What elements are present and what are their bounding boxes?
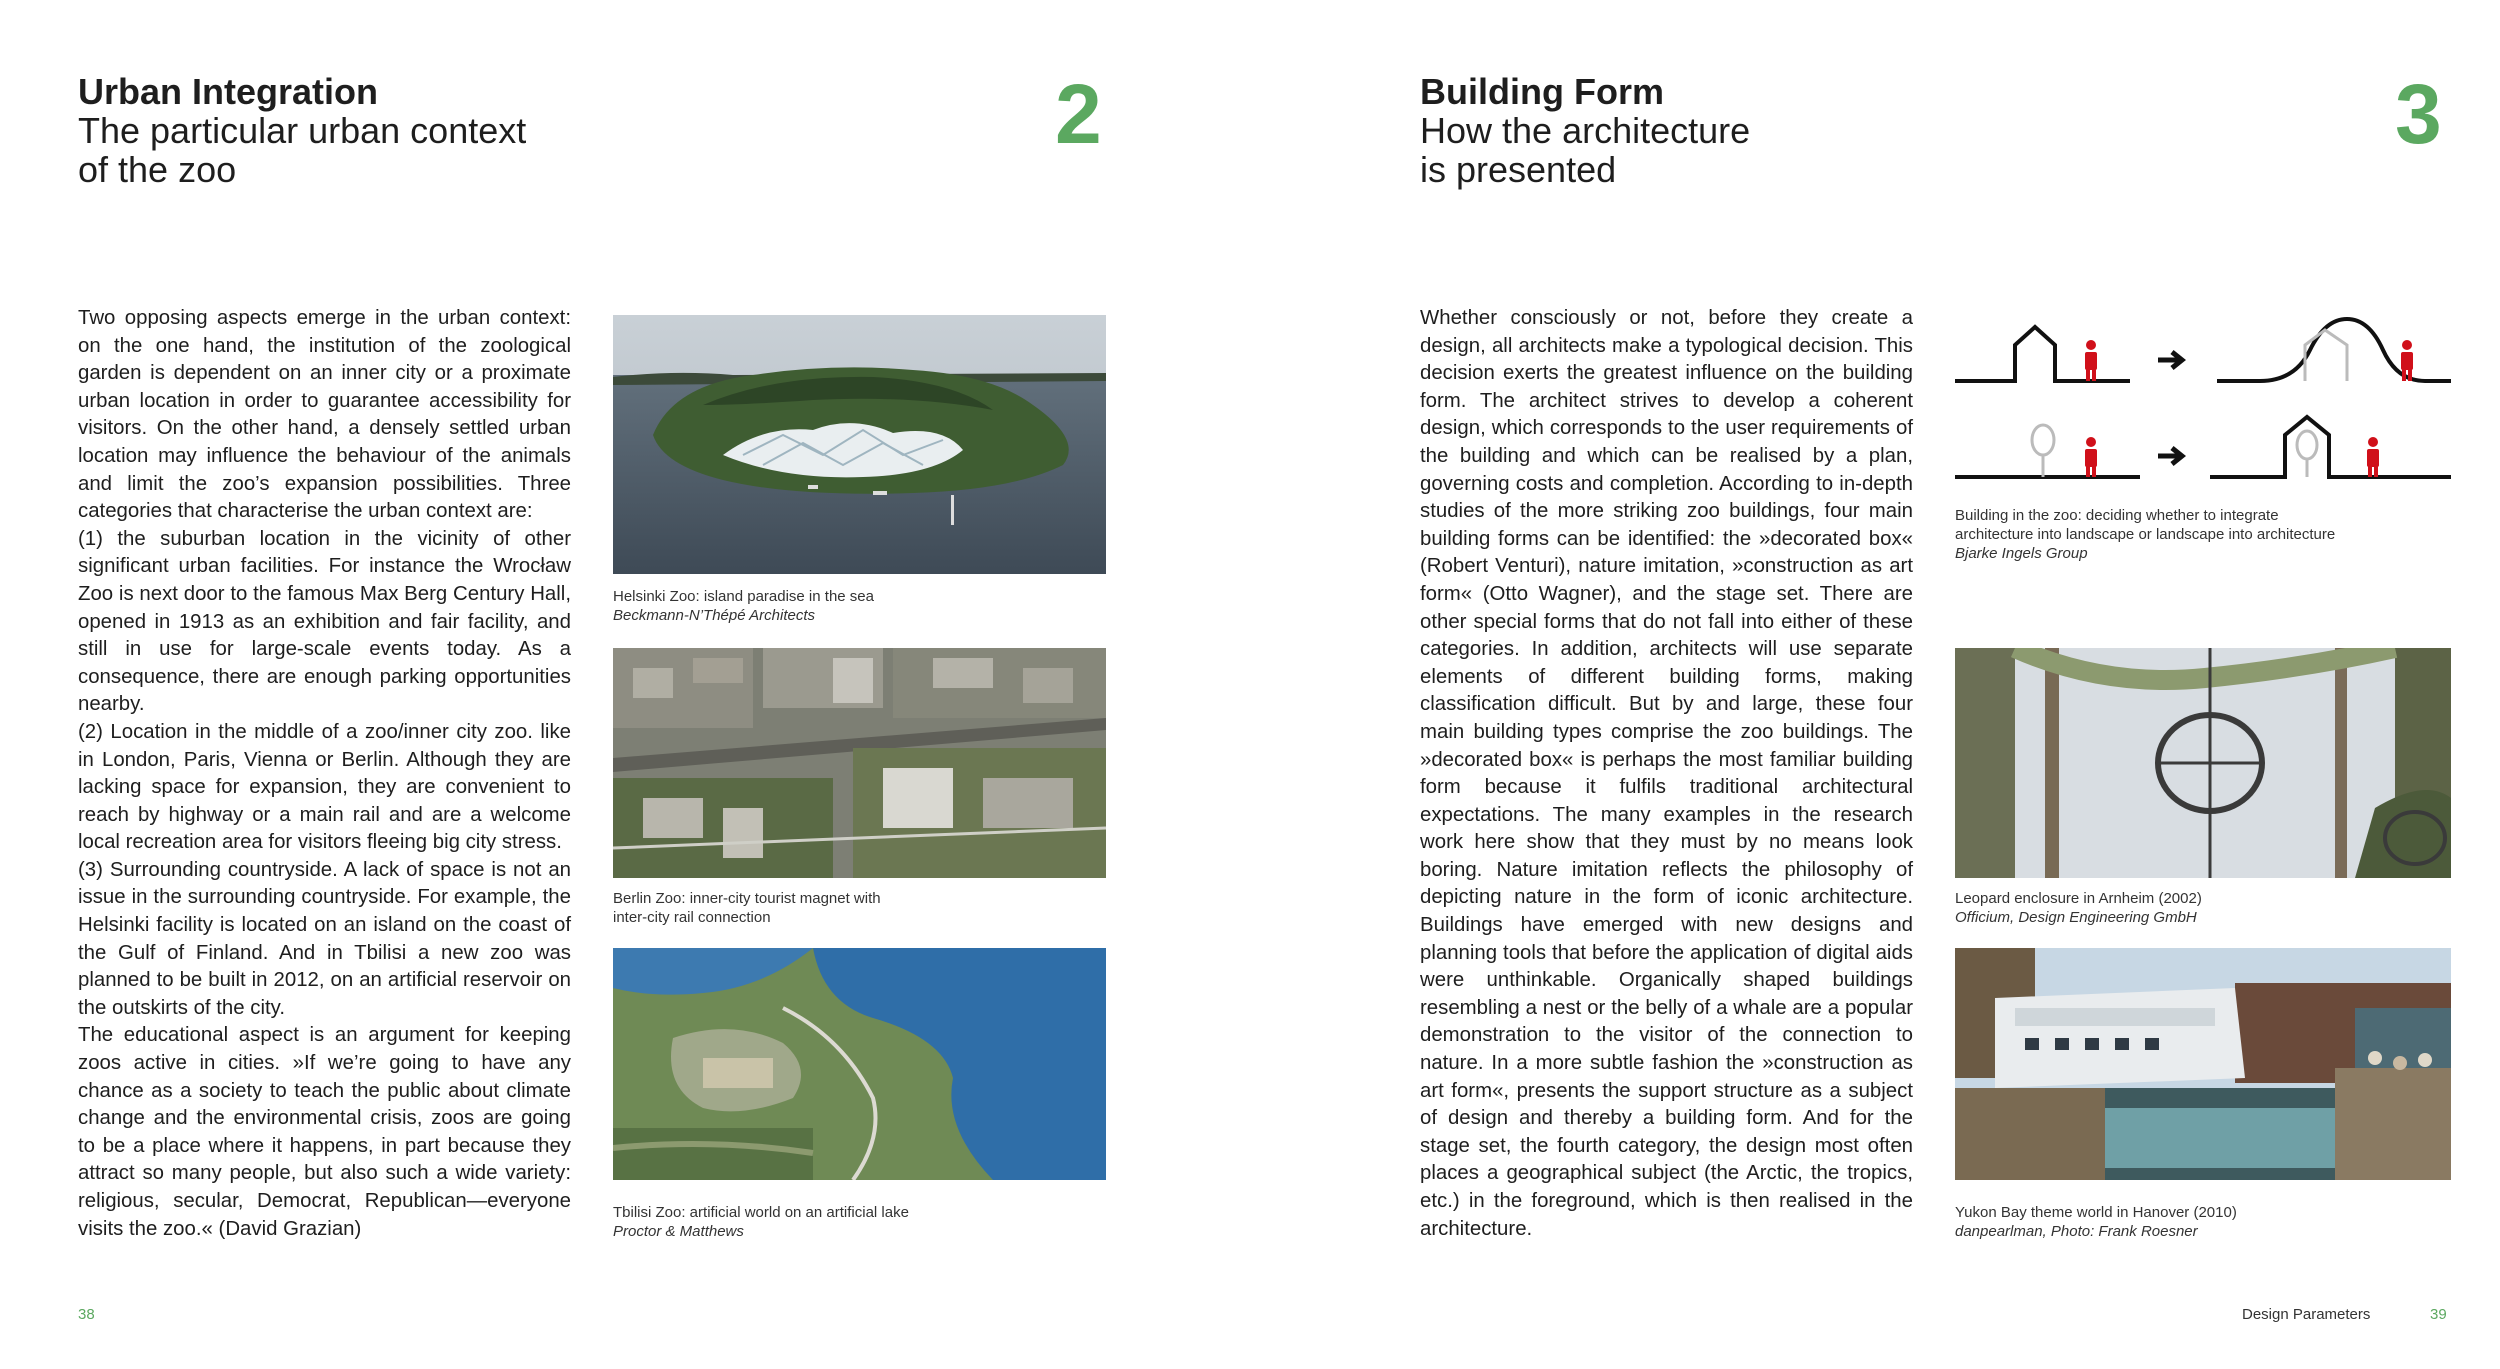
left-page-number: 38	[78, 1306, 95, 1323]
right-heading: Building Form	[1420, 71, 1664, 112]
left-section-number: 2	[1055, 67, 1102, 161]
right-section-number: 3	[2395, 67, 2442, 161]
right-body-text	[1420, 305, 1913, 1243]
left-paragraph: (2) Location in the middle of a zoo/inner city zoo. like in London, Paris, Vienna or Berlin. Although they are lacking space for expansion, they are convenient to reach by highway or a main rail and are a welcome local recreation area for visitors fleeing big city stress.	[78, 720, 571, 854]
right-paragraph: Whether consciously or not, before they create a design, all architects make a typological decision. This decision exerts the greatest influence on the building form. The architect strives to develop a coherent design, which corresponds to the user requirements of the building and which can be realised by a plan, governing costs and completion. According to in-depth studies of the more striking zoo buildings, four main building forms can be identified: the »decorated box« (Robert Venturi), nature imitation, »construction as art form« (Otto Wagner), and the stage set. There are other special forms that do not fall into either of these categories. In addition, architects will use separate elements of different building forms, making classification difficult. But by and large, these four main building types comprise the zoo buildings. The »decorated box« is perhaps the most familiar building form because it fulfils traditional architectural expectations. The many examples in the research work here show that they must by no means look boring. Nature imitation reflects the philosophy of depicting nature in the form of iconic architecture. Buildings have emerged with new designs and planning tools that before the application of digital aids were unthinkable. Organically shaped buildings resembling a nest or the belly of a whale are a popular demonstration to the visitor of the connection to nature. In a more subtle fashion the »construction as art form«, presents the support structure as a subject of design and thereby a building form. And for the stage set, the fourth category, the design most often places a geographical subject (the Arctic, the tropics, etc.) in the foreground, which is then realised in the architecture.	[1420, 307, 1913, 1240]
building-form-diagram	[1955, 315, 2451, 485]
berlin-zoo-photo	[613, 648, 1106, 878]
helsinki-credit: Beckmann-N’Thépé Architects	[613, 607, 816, 624]
right-subheading-line1: How the architecture	[1420, 110, 1751, 151]
leopard-enclosure-photo	[1955, 648, 2451, 878]
diagram-caption-line2: architecture into landscape or landscape into architecture	[1955, 526, 2336, 543]
tbilisi-zoo-photo	[613, 948, 1106, 1180]
left-subheading-line1: The particular urban context	[78, 110, 527, 151]
tbilisi-caption	[613, 1203, 1106, 1241]
berlin-caption	[613, 889, 1106, 927]
leopard-caption	[1955, 889, 2451, 927]
left-subheading-line2: of the zoo	[78, 149, 237, 190]
left-paragraph: (1) the suburban location in the vicinity of other significant urban facilities. For instance the Wrocław Zoo is next door to the famous Max Berg Century Hall, opened in 1913 as an exhibition and fair facility, and still in use for large-scale events today. As a consequence, there are enough parking opportunities nearby.	[78, 527, 571, 716]
helsinki-caption	[613, 587, 1106, 625]
left-paragraph: The educational aspect is an argument for keeping zoos active in cities. »If we’re going to have any chance as a society to teach the public about climate change and the environmental crisis, zoos are going to be a place where it happens, in part because they attract so many people, but also such a wide variety: religious, secular, Democrat, Republican—everyone visits the zoo.« (David Grazian)	[78, 1024, 571, 1240]
left-heading-block	[78, 72, 678, 189]
diagram-credit: Bjarke Ingels Group	[1955, 545, 2088, 562]
berlin-caption-line1: Berlin Zoo: inner-city tourist magnet with	[613, 890, 881, 907]
right-subheading-line2: is presented	[1420, 149, 1617, 190]
helsinki-caption-text: Helsinki Zoo: island paradise in the sea	[613, 588, 874, 605]
leopard-credit: Officium, Design Engineering GmbH	[1955, 909, 2197, 926]
diagram-caption-line1: Building in the zoo: deciding whether to integrate	[1955, 507, 2279, 524]
yukon-caption-text: Yukon Bay theme world in Hanover (2010)	[1955, 1204, 2237, 1221]
helsinki-zoo-photo	[613, 315, 1106, 574]
left-heading: Urban Integration	[78, 71, 379, 112]
left-paragraph: Two opposing aspects emerge in the urban context: on the one hand, the institution of the zoological garden is dependent on an inner city or a proximate urban location in order to guarantee accessibility for visitors. On the other hand, a densely settled urban location may influence the behaviour of the animals and limit the zoo’s expansion possibilities. Three categories that characterise the urban context are:	[78, 307, 571, 523]
yukon-caption	[1955, 1203, 2451, 1241]
yukon-credit: danpearlman, Photo: Frank Roesner	[1955, 1223, 2198, 1240]
left-body-text	[78, 305, 571, 1243]
right-page-number: 39	[2430, 1306, 2447, 1323]
leopard-caption-text: Leopard enclosure in Arnheim (2002)	[1955, 890, 2202, 907]
left-paragraph: (3) Surrounding countryside. A lack of space is not an issue in the surrounding countryside. For example, the Helsinki facility is located on an island on the coast of the Gulf of Finland. And in Tbilisi a new zoo was planned to be built in 2012, on an artificial reservoir on the outskirts of the city.	[78, 858, 571, 1019]
tbilisi-credit: Proctor & Matthews	[613, 1223, 744, 1240]
footer-section-label: Design Parameters	[2242, 1306, 2371, 1323]
person-icon	[2085, 340, 2097, 381]
diagram-caption	[1955, 506, 2451, 563]
berlin-caption-line2: inter-city rail connection	[613, 909, 771, 926]
right-heading-block	[1420, 72, 2020, 189]
yukon-bay-photo	[1955, 948, 2451, 1180]
tbilisi-caption-text: Tbilisi Zoo: artificial world on an artificial lake	[613, 1204, 909, 1221]
